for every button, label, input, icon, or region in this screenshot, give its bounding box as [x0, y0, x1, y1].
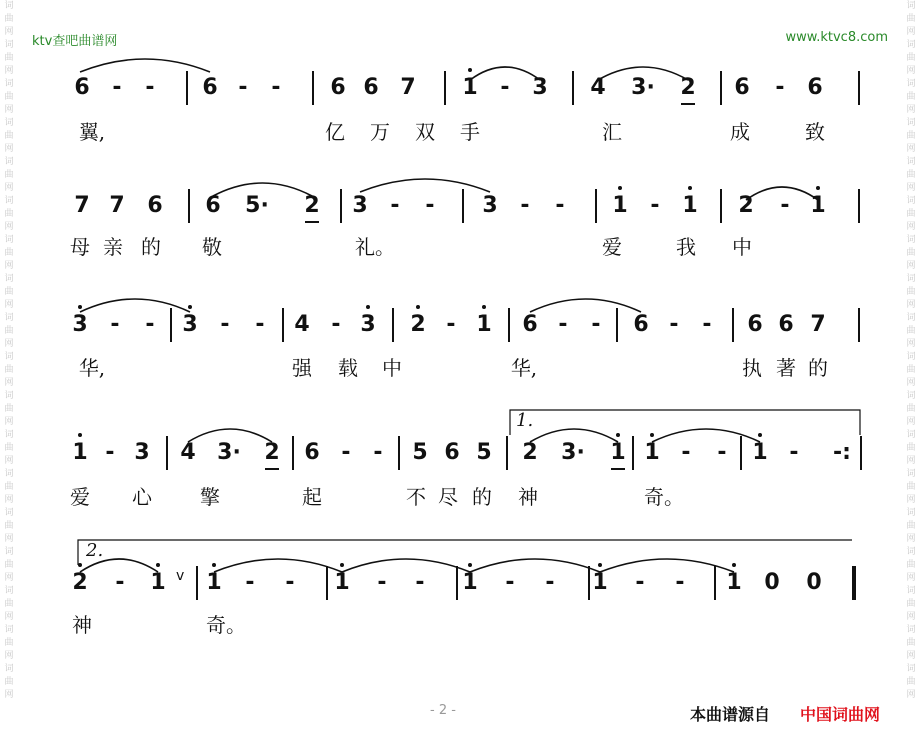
note: -	[285, 570, 295, 595]
note: -	[780, 193, 790, 218]
note: -	[775, 75, 785, 100]
lyric-syllable: 华,	[510, 356, 538, 380]
lyric-syllable: 奇。	[644, 485, 684, 509]
side-watermark-right: 词曲网词曲网词曲网词曲网词曲网词曲网词曲网词曲网词曲网词曲网词曲网词曲网词曲网词曲网词曲网词曲网词曲网词曲网	[906, 1, 916, 700]
note: 2	[304, 193, 320, 218]
note: 7	[109, 193, 125, 218]
slur-arc	[746, 187, 818, 200]
note: 5	[476, 440, 492, 465]
note: 1	[752, 440, 768, 465]
note: 1	[150, 570, 166, 595]
note: -	[635, 570, 645, 595]
lyric-syllable: 执	[742, 356, 762, 380]
watermark-left-site: ktv查吧曲谱网	[32, 34, 118, 49]
note: 2	[522, 440, 538, 465]
note: 6	[747, 312, 763, 337]
slur-arc	[188, 429, 272, 442]
note: 4	[180, 440, 196, 465]
note: 3·	[217, 440, 241, 465]
page-number: - 2 -	[430, 703, 456, 718]
breath-mark: v	[176, 568, 185, 584]
note: 7	[74, 193, 90, 218]
note: 3·	[561, 440, 585, 465]
note: -:	[833, 440, 851, 465]
note: 1	[610, 440, 626, 465]
lyric-syllable: 著	[776, 356, 796, 380]
slur-arc	[530, 429, 618, 442]
note: 2	[264, 440, 280, 465]
source-label: 本曲谱源自	[690, 705, 771, 724]
lyric-syllable: 奇。	[206, 613, 246, 637]
note: -	[520, 193, 530, 218]
note: -	[446, 312, 456, 337]
note: -	[500, 75, 510, 100]
note: 6	[522, 312, 538, 337]
note: 6	[807, 75, 823, 100]
source-site: 中国词曲网	[800, 705, 881, 724]
slur-arc	[213, 183, 312, 196]
note: 1	[644, 440, 660, 465]
note: -	[105, 440, 115, 465]
lyric-syllable: 中	[732, 235, 752, 259]
note: -	[425, 193, 435, 218]
note: -	[271, 75, 281, 100]
note: -	[115, 570, 125, 595]
note: 6	[778, 312, 794, 337]
lyric-syllable: 起	[302, 485, 322, 509]
slur-arc	[652, 429, 760, 442]
lyric-syllable: 中	[382, 356, 402, 380]
lyric-syllable: 汇	[602, 120, 622, 144]
note: -	[545, 570, 555, 595]
note: -	[331, 312, 341, 337]
lyric-syllable: 神	[72, 613, 92, 637]
slur-arc	[342, 559, 470, 572]
lyric-syllable: 成	[730, 120, 750, 144]
note: 6	[363, 75, 379, 100]
note: 6	[304, 440, 320, 465]
note: -	[112, 75, 122, 100]
note: 1	[462, 570, 478, 595]
note: 6	[633, 312, 649, 337]
lyric-syllable: 的	[472, 485, 492, 509]
note: 7	[400, 75, 416, 100]
watermark-right-site: www.ktvc8.com	[785, 30, 888, 45]
note: 3	[182, 312, 198, 337]
note: 1	[334, 570, 350, 595]
note: 1	[726, 570, 742, 595]
volta-2-bracket	[78, 540, 852, 565]
note: 1	[682, 193, 698, 218]
note: 6	[147, 193, 163, 218]
note: -	[558, 312, 568, 337]
lyric-syllable: 敬	[202, 235, 222, 259]
volta-2-label: 2.	[86, 540, 104, 561]
slur-arc	[470, 67, 540, 80]
note: 6	[74, 75, 90, 100]
note: -	[555, 193, 565, 218]
side-watermark-left: 词曲网词曲网词曲网词曲网词曲网词曲网词曲网词曲网词曲网词曲网词曲网词曲网词曲网词曲网词曲网词曲网词曲网词曲网	[4, 1, 14, 700]
note: 2	[738, 193, 754, 218]
lyric-syllable: 强	[292, 356, 312, 380]
note: -	[702, 312, 712, 337]
lyric-syllable: 载	[338, 356, 358, 380]
slur-arc	[470, 559, 600, 572]
note: 1	[592, 570, 608, 595]
note: 1	[612, 193, 628, 218]
lyric-syllable: 擎	[200, 485, 220, 509]
note: 6	[734, 75, 750, 100]
lyric-syllable: 尽	[438, 485, 458, 509]
slur-arc	[80, 59, 210, 72]
volta-1-label: 1.	[516, 410, 534, 431]
lyric-syllable: 我	[676, 235, 696, 259]
lyric-syllable: 不	[406, 485, 426, 509]
slur-arc	[600, 559, 734, 572]
note: -	[238, 75, 248, 100]
note: -	[717, 440, 727, 465]
note: -	[505, 570, 515, 595]
note: 4	[590, 75, 606, 100]
note: 2	[680, 75, 696, 100]
lyric-syllable: 爱	[602, 235, 622, 259]
note: -	[255, 312, 265, 337]
slur-arc	[80, 299, 190, 312]
lyric-syllable: 致	[805, 120, 825, 144]
note: -	[373, 440, 383, 465]
note: -	[650, 193, 660, 218]
lyric-syllable: 亿	[325, 120, 345, 144]
note: 6	[205, 193, 221, 218]
note: -	[145, 312, 155, 337]
note: 6	[330, 75, 346, 100]
note: -	[220, 312, 230, 337]
lyric-syllable: 万	[370, 120, 390, 144]
slur-arc	[214, 559, 342, 572]
note: 1	[72, 440, 88, 465]
lyric-syllable: 神	[518, 485, 538, 509]
note: -	[675, 570, 685, 595]
lyric-syllable: 亲	[103, 235, 123, 259]
lyric-syllable: 的	[141, 235, 161, 259]
slur-arc	[530, 299, 641, 312]
note: 4	[294, 312, 310, 337]
note: 0	[806, 570, 822, 595]
lyric-syllable: 的	[808, 356, 828, 380]
note: 3	[352, 193, 368, 218]
lyric-syllable: 爱	[70, 485, 90, 509]
note: 6	[202, 75, 218, 100]
note: 5	[412, 440, 428, 465]
note: -	[789, 440, 799, 465]
note: 3·	[631, 75, 655, 100]
note: 3	[482, 193, 498, 218]
note: 3	[360, 312, 376, 337]
lyric-syllable: 双	[415, 120, 435, 144]
note: 2	[72, 570, 88, 595]
note: -	[390, 193, 400, 218]
note: 0	[764, 570, 780, 595]
lyric-syllable: 礼。	[355, 235, 395, 259]
note: 3	[134, 440, 150, 465]
note: 7	[810, 312, 826, 337]
note: -	[681, 440, 691, 465]
note: 1	[476, 312, 492, 337]
lyric-syllable: 母	[70, 235, 90, 259]
note: -	[145, 75, 155, 100]
lyric-syllable: 心	[132, 485, 152, 509]
note: -	[415, 570, 425, 595]
note: 1	[206, 570, 222, 595]
note: -	[110, 312, 120, 337]
note: 1	[462, 75, 478, 100]
slur-arc	[360, 179, 490, 192]
note: 6	[444, 440, 460, 465]
note: -	[669, 312, 679, 337]
note: 2	[410, 312, 426, 337]
lyric-syllable: 翼,	[78, 120, 106, 144]
note: -	[591, 312, 601, 337]
lyric-syllable: 手	[460, 120, 480, 144]
slur-arc	[598, 67, 688, 80]
note: -	[245, 570, 255, 595]
lyric-syllable: 华,	[78, 356, 106, 380]
note: 1	[810, 193, 826, 218]
note: 3	[532, 75, 548, 100]
note: -	[377, 570, 387, 595]
note: -	[341, 440, 351, 465]
note: 3	[72, 312, 88, 337]
note: 5·	[245, 193, 269, 218]
